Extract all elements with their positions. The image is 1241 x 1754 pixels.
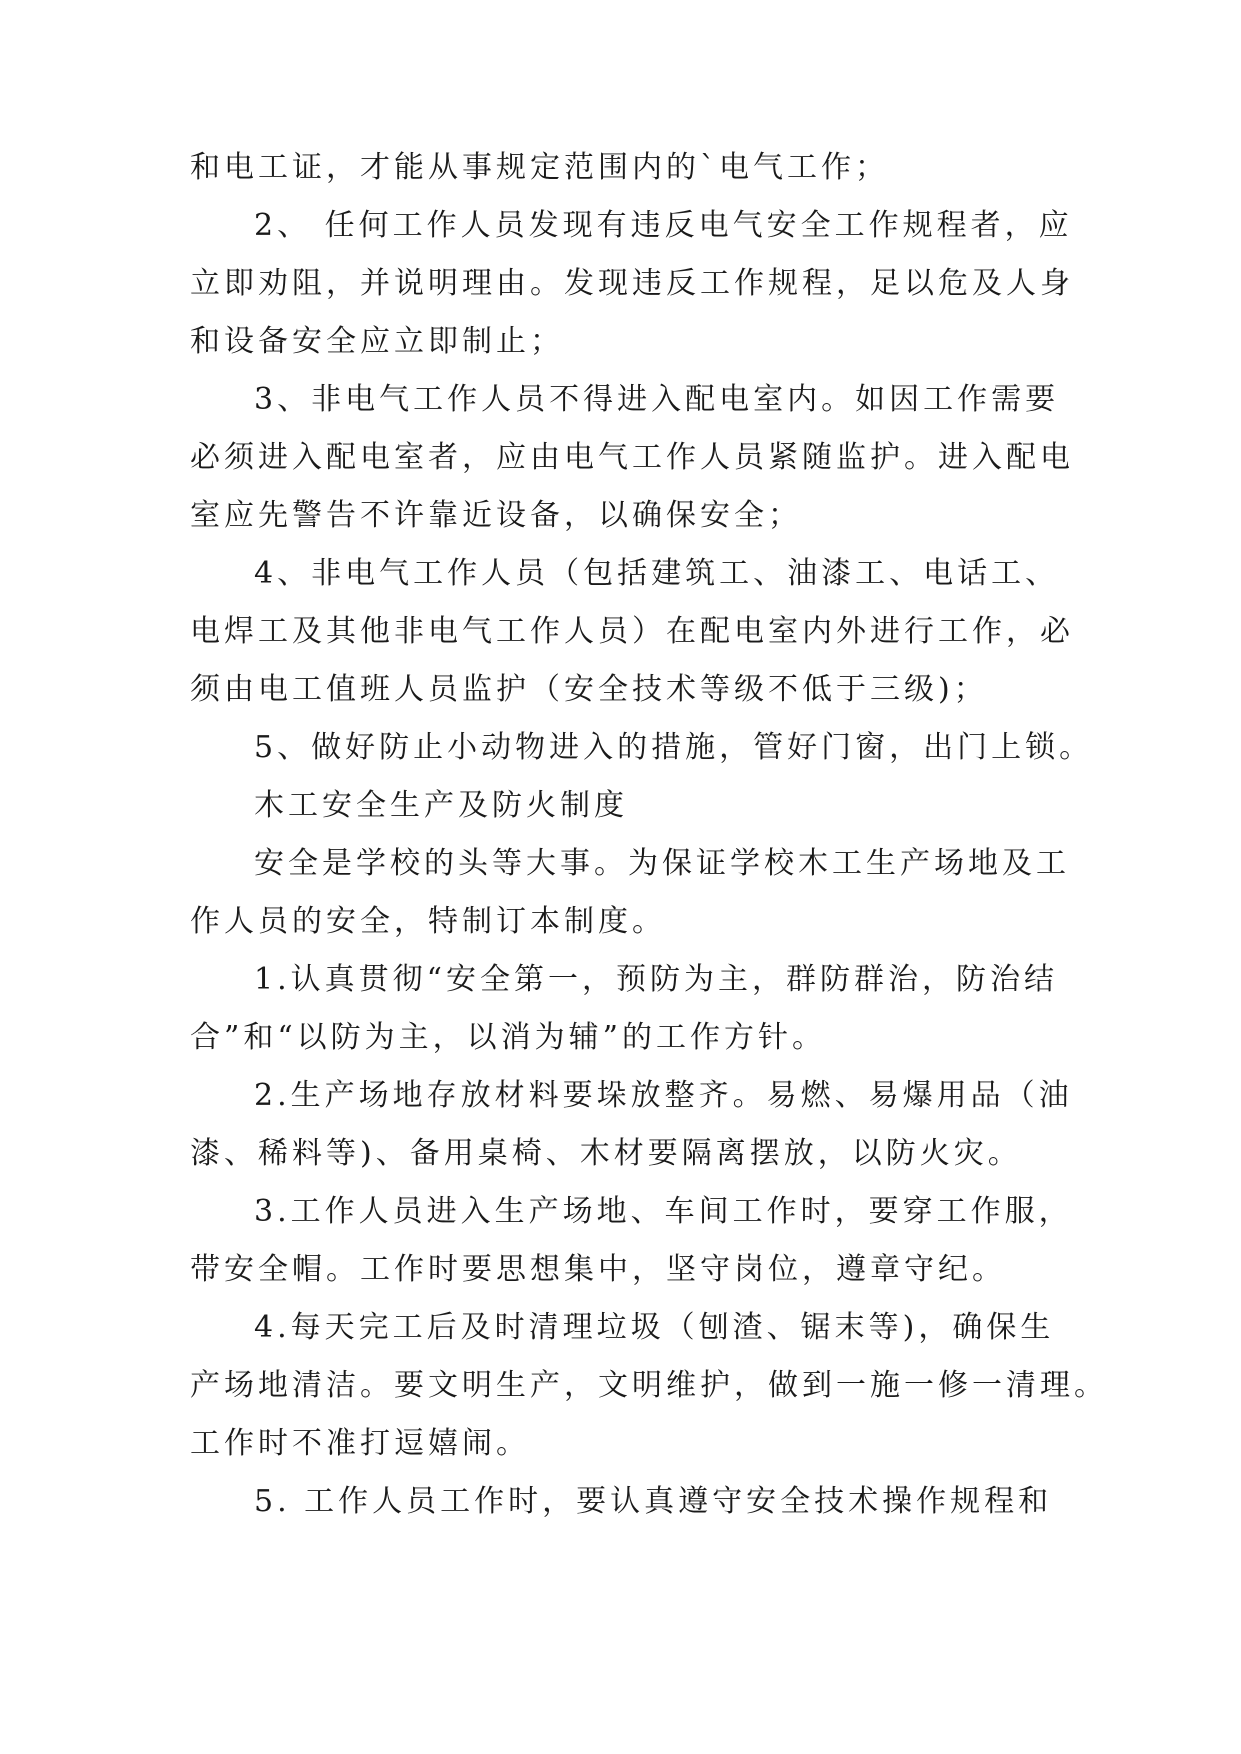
text-line: 须由电工值班人员监护（安全技术等级不低于三级)； [190,672,988,707]
document-body [190,150,1108,1545]
text-line: 和设备安全应立即制止； [190,324,564,359]
text-line: 2.生产场地存放材料要垛放整齐。易燃、易爆用品（油 [254,1078,1073,1113]
text-line: 4、非电气工作人员（包括建筑工、油漆工、电话工、 [254,556,1060,591]
text-line: 和电工证，才能从事规定范围内的`电气工作； [190,150,889,185]
section-heading: 木工安全生产及防火制度 [254,788,628,823]
text-line: 3、非电气工作人员不得进入配电室内。如因工作需要 [254,382,1060,417]
text-line: 室应先警告不许靠近设备，以确保安全； [190,498,802,533]
text-line: 漆、稀料等)、备用桌椅、木材要隔离摆放，以防火灾。 [190,1136,1022,1171]
text-line: 工作时不准打逗嬉闹。 [190,1426,530,1461]
text-line: 1.认真贯彻“安全第一，预防为主，群防群治，防治结 [254,962,1058,997]
text-line: 5. 工作人员工作时，要认真遵守安全技术操作规程和 [254,1484,1053,1519]
text-line: 立即劝阻，并说明理由。发现违反工作规程，足以危及人身 [190,266,1074,301]
text-line: 作人员的安全，特制订本制度。 [190,904,666,939]
text-line: 必须进入配电室者，应由电气工作人员紧随监护。进入配电 [190,440,1074,475]
text-line: 带安全帽。工作时要思想集中，坚守岗位，遵章守纪。 [190,1252,1006,1287]
text-line: 5、做好防止小动物进入的措施，管好门窗，出门上锁。 [254,730,1094,765]
text-line: 3.工作人员进入生产场地、车间工作时，要穿工作服， [254,1194,1073,1229]
text-line: 2、 任何工作人员发现有违反电气安全工作规程者，应 [254,208,1073,243]
text-line: 4.每天完工后及时清理垃圾（刨渣、锯末等)，确保生 [254,1310,1055,1345]
text-line: 安全是学校的头等大事。为保证学校木工生产场地及工 [254,846,1070,881]
text-line: 产场地清洁。要文明生产，文明维护，做到一施一修一清理。 [190,1368,1108,1403]
text-line: 电焊工及其他非电气工作人员）在配电室内外进行工作，必 [190,614,1074,649]
text-line: 合”和“以防为主，以消为辅”的工作方针。 [190,1020,827,1055]
